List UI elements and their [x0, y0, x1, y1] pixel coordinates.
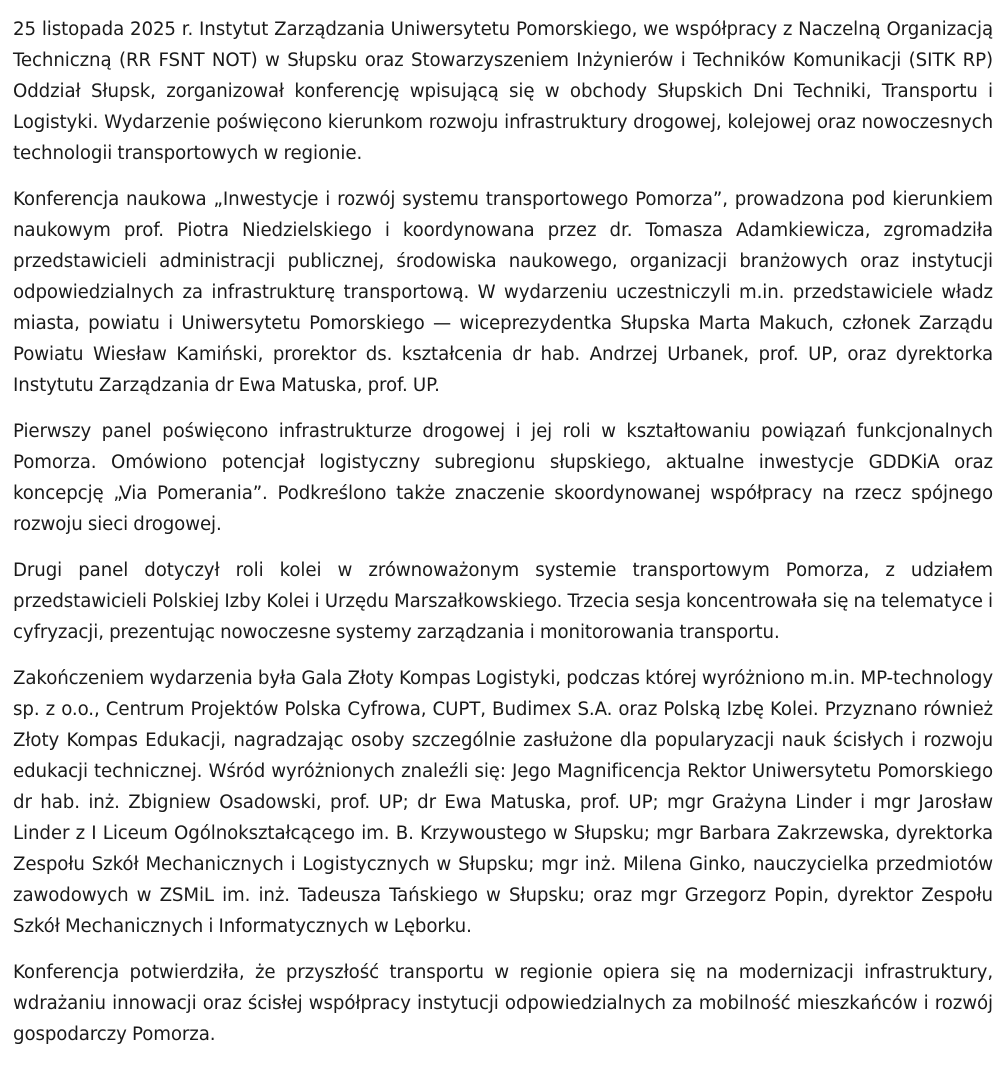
paragraph-first-panel: Pierwszy panel poświęcono infrastrukturze drogowej i jej roli w kształtowaniu powiązań funkcjonalnych Pomorza. Omówiono potencjał logistyczny subregionu słupskiego, aktualne inwestycje GDDKiA oraz koncepcję „Via Pomerania”. Podkreślono także znaczenie skoordynowanej współpracy na rzecz spójnego rozwoju sieci drogowej.: [13, 421, 993, 535]
paragraph-gala: Zakończeniem wydarzenia była Gala Złoty Kompas Logistyki, podczas której wyróżniono m.in. MP-technology sp. z o.o., Centrum Projektów Polska Cyfrowa, CUPT, Budimex S.A. oraz Polską Izbę Kolei. Przyznano również Złoty Kompas Edukacji, nagradzając osoby szczególnie zasłużone dla popularyzacji nauk ścisłych i rozwoju edukacji technicznej. Wśród wyróżnionych znaleźli się: Jego Magnificencja Rektor Uniwersytetu Pomorskiego dr hab. inż. Zbigniew Osadowski, prof. UP; dr Ewa Matuska, prof. UP; mgr Grażyna Linder i mgr Jarosław Linder z I Liceum Ogólnokształcącego im. B. Krzywoustego w Słupsku; mgr Barbara Zakrzewska, dyrektorka Zespołu Szkół Mechanicznych i Logistycznych w Słupsku; mgr inż. Milena Ginko, nauczycielka przedmiotów zawodowych w ZSMiL im. inż. Tadeusza Tańskiego w Słupsku; oraz mgr Grzegorz Popin, dyrektor Zespołu Szkół Mechanicznych i Informatycznych w Lęborku.: [13, 668, 993, 937]
paragraph-second-panel: Drugi panel dotyczył roli kolei w zrównoważonym systemie transportowym Pomorza, z udziałem przedstawicieli Polskiej Izby Kolei i Urzędu Marszałkowskiego. Trzecia sesja koncentrowała się na telematyce i cyfryzacji, prezentując nowoczesne systemy zarządzania i monitorowania transportu.: [13, 560, 993, 643]
article-body: [13, 14, 993, 1065]
paragraph-conclusion: Konferencja potwierdziła, że przyszłość transportu w regionie opiera się na modernizacji infrastruktury, wdrażaniu innowacji oraz ścisłej współpracy instytucji odpowiedzialnych za mobilność mieszkańców i rozwój gospodarczy Pomorza.: [13, 962, 993, 1045]
paragraph-intro: 25 listopada 2025 r. Instytut Zarządzania Uniwersytetu Pomorskiego, we współpracy z Naczelną Organizacją Techniczną (RR FSNT NOT) w Słupsku oraz Stowarzyszeniem Inżynierów i Techników Komunikacji (SITK RP) Oddział Słupsk, zorganizował konferencję wpisującą się w obchody Słupskich Dni Techniki, Transportu i Logistyki. Wydarzenie poświęcono kierunkom rozwoju infrastruktury drogowej, kolejowej oraz nowoczesnych technologii transportowych w regionie.: [13, 19, 993, 164]
paragraph-conference: Konferencja naukowa „Inwestycje i rozwój systemu transportowego Pomorza”, prowadzona pod kierunkiem naukowym prof. Piotra Niedzielskiego i koordynowana przez dr. Tomasza Adamkiewicza, zgromadziła przedstawicieli administracji publicznej, środowiska naukowego, organizacji branżowych oraz instytucji odpowiedzialnych za infrastrukturę transportową. W wydarzeniu uczestniczyli m.in. przedstawiciele władz miasta, powiatu i Uniwersytetu Pomorskiego — wiceprezydentka Słupska Marta Makuch, członek Zarządu Powiatu Wiesław Kamiński, prorektor ds. kształcenia dr hab. Andrzej Urbanek, prof. UP, oraz dyrektorka Instytutu Zarządzania dr Ewa Matuska, prof. UP.: [13, 189, 993, 396]
